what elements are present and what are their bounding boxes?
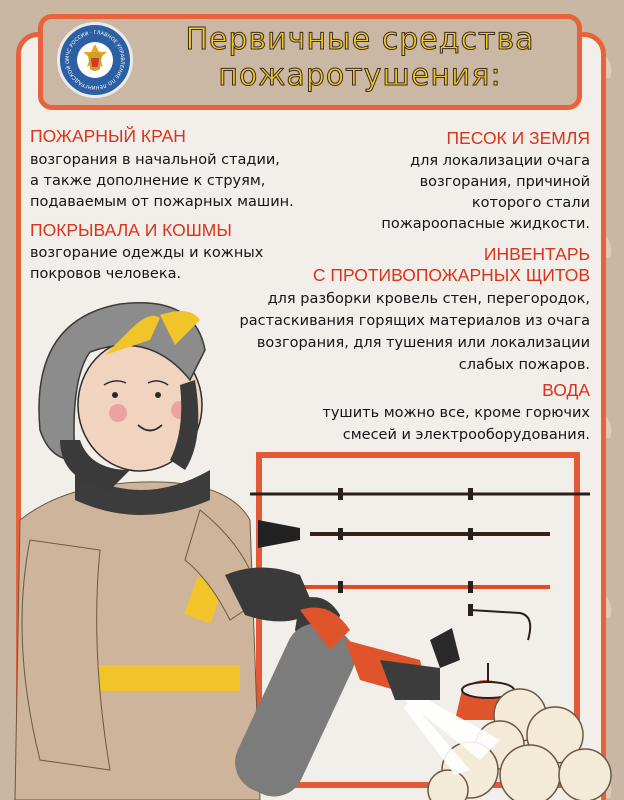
heading-inventory-1: ИНВЕНТАРЬ [483, 244, 590, 264]
text-blankets-2: покровов человека. [30, 266, 182, 282]
text-inventory-4: слабых пожаров. [458, 357, 590, 373]
text-water-1: тушить можно все, кроме горючих [322, 405, 590, 421]
text-inventory-1: для разборки кровель стен, перегородок, [267, 291, 590, 307]
text-hydrant-2: а также дополнение к струям, [30, 173, 266, 189]
title-line-2: пожаротушения: [218, 58, 502, 93]
text-blankets-1: возгорание одежды и кожных [30, 245, 264, 261]
text-water-2: смесей и электрооборудования. [342, 427, 590, 443]
title-line-1: Первичные средства [185, 22, 535, 57]
firefighter [15, 303, 440, 800]
foam-cloud [428, 689, 611, 800]
text-hydrant-3: подаваемым от пожарных машин. [30, 194, 294, 210]
text-sand-1: для локализации очага [410, 153, 590, 169]
heading-inventory-2: С ПРОТИВОПОЖАРНЫХ ЩИТОВ [312, 265, 590, 285]
text-sand-3: которого стали [471, 195, 590, 211]
heading-blankets: ПОКРЫВАЛА И КОШМЫ [30, 220, 232, 240]
heading-water: ВОДА [542, 380, 590, 400]
text-sand-2: возгорания, причиной [419, 174, 590, 190]
text-inventory-3: возгорания, для тушения или локализации [256, 335, 590, 351]
text-sand-4: пожароопасные жидкости. [381, 216, 590, 232]
text-inventory-2: растаскивания горящих материалов из очага [239, 313, 590, 329]
emblem-text: МЧС РОССИИ · ГЛАВНОЕ УПРАВЛЕНИЕ ПО ЛЕНИНГРАДСКОЙ О [64, 29, 126, 91]
heading-hydrant: ПОЖАРНЫЙ КРАН [30, 126, 186, 146]
heading-sand: ПЕСОК И ЗЕМЛЯ [446, 128, 590, 148]
text-hydrant-1: возгорания в начальной стадии, [30, 152, 280, 168]
